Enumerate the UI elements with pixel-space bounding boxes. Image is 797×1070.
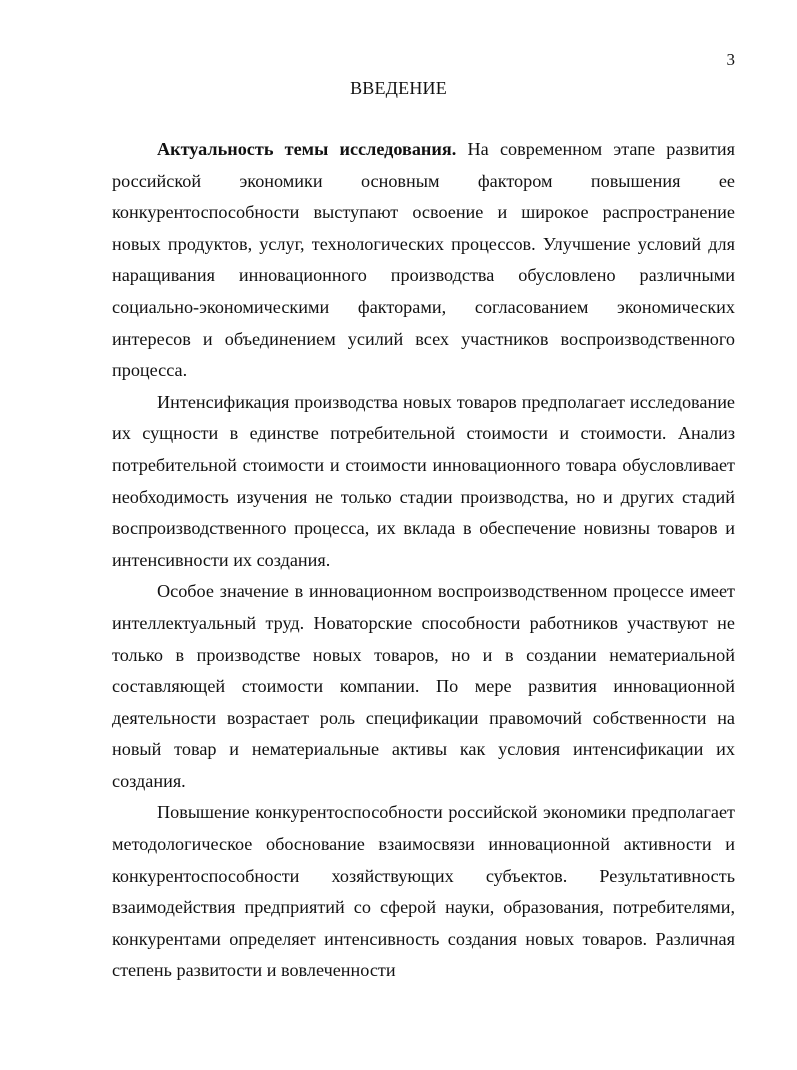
paragraph-2: Интенсификация производства новых товаров предполагает исследование их сущности в единстве потребительной стоимости и стоимости. Анализ потребительной стоимости и стоимости инновационного товара обусловливает необходимость изучения не только стадии производства, но и других стадий воспроизводственного процесса, их вклада в обеспечение новизны товаров и интенсивности их создания. (112, 391, 735, 570)
paragraph-1-lead: Актуальность темы исследования. (157, 139, 457, 159)
body-text (112, 134, 735, 987)
page-heading: ВВЕДЕНИЕ (350, 78, 447, 98)
paragraph-3: Особое значение в инновационном воспроизводственном процессе имеет интеллектуальный труд. Новаторские способности работников участвуют не только в производстве новых товаров, но и в создании нематериальной составляющей стоимости компании. По мере развития инновационной деятельности возрастает роль спецификации правомочий собственности на новый товар и нематериальные активы как условия интенсификации их создания. (112, 581, 735, 791)
paragraph-4: Повышение конкурентоспособности российской экономики предполагает методологическое обоснование взаимосвязи инновационной активности и конкурентоспособности хозяйствующих субъектов. Результативность взаимодействия предприятий со сферой науки, образования, потребителями, конкурентами определяет интенсивность создания новых товаров. Различная степень развитости и вовлеченности (112, 802, 735, 981)
paragraph-1-text: На современном этапе развития российской экономики основным фактором повышения ее конкурентоспособности выступают освоение и широкое распространение новых продуктов, услуг, технологических процессов. Улучшение условий для наращивания инновационного производства обусловлено различными социально-экономическими факторами, согласованием экономических интересов и объединением усилий всех участников воспроизводственного процесса. (112, 139, 736, 381)
page-number: 3 (726, 50, 735, 69)
paragraph-1 (112, 134, 735, 387)
